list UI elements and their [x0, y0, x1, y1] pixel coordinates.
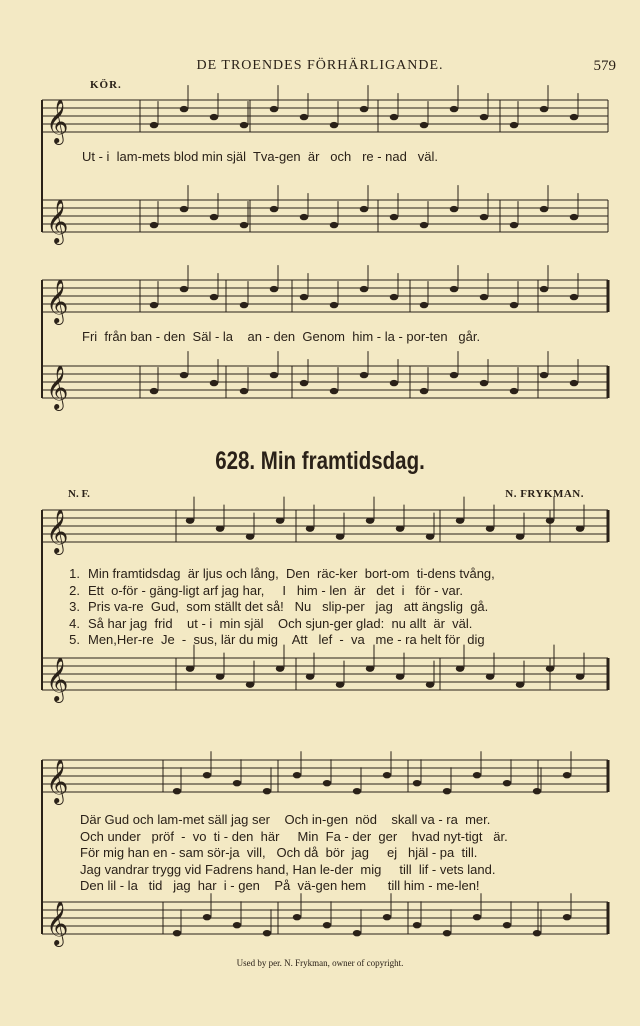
notehead	[300, 114, 308, 120]
notehead	[473, 914, 481, 920]
notehead	[210, 380, 218, 386]
notehead	[540, 106, 548, 112]
verse-5-line-1: 5. Men,Her-re Je - sus, lär du mig Att lef - va me - ra helt för dig	[69, 632, 485, 647]
clef-symbol: 𝄞	[46, 509, 69, 553]
notehead	[330, 222, 338, 228]
notehead	[330, 122, 338, 128]
notehead	[173, 930, 181, 936]
clef-symbol: 𝄞	[46, 759, 69, 803]
notehead	[353, 788, 361, 794]
composer-credit: N. FRYKMAN.	[505, 488, 584, 500]
notehead	[540, 286, 548, 292]
verses-first-half	[56, 566, 495, 649]
notehead	[516, 533, 524, 539]
notehead	[186, 517, 194, 523]
notehead	[240, 122, 248, 128]
notehead	[570, 214, 578, 220]
notehead	[240, 222, 248, 228]
notehead	[233, 922, 241, 928]
notehead	[366, 665, 374, 671]
notehead	[240, 388, 248, 394]
clef-symbol: 𝄞	[46, 657, 69, 701]
verse-2-line-2: Och under pröf - vo ti - den här Min Fa - der ger hvad nyt-tigt är.	[80, 828, 508, 844]
notehead	[390, 380, 398, 386]
notehead	[360, 106, 368, 112]
verse-4-line-2: Jag vandrar trygg vid Fadrens hand, Han le-der mig till lif - vets land.	[80, 861, 496, 877]
verse-5-line-2: Den lil - la tid jag har i - gen På vä-gen hem till him - me-len!	[80, 878, 480, 893]
notehead	[336, 533, 344, 539]
notehead	[210, 294, 218, 300]
notehead	[450, 372, 458, 378]
notehead	[203, 772, 211, 778]
notehead	[486, 525, 494, 531]
notehead	[396, 673, 404, 679]
verse-3-line-1: 3. Pris va-re Gud, som ställt det så! Nu slip-per jag att ängslig gå.	[69, 599, 489, 614]
notehead	[383, 914, 391, 920]
notehead	[150, 388, 158, 394]
notehead	[323, 780, 331, 786]
notehead	[263, 930, 271, 936]
notehead	[510, 222, 518, 228]
notehead	[150, 302, 158, 308]
notehead	[246, 681, 254, 687]
notehead	[360, 372, 368, 378]
notehead	[413, 922, 421, 928]
notehead	[533, 788, 541, 794]
notehead	[570, 294, 578, 300]
notehead	[486, 673, 494, 679]
notehead	[216, 525, 224, 531]
notehead	[396, 525, 404, 531]
notehead	[480, 114, 488, 120]
notehead	[426, 533, 434, 539]
notehead	[300, 294, 308, 300]
notehead	[276, 665, 284, 671]
notehead	[546, 665, 554, 671]
notehead	[366, 517, 374, 523]
notehead	[216, 673, 224, 679]
notehead	[150, 222, 158, 228]
notehead	[413, 780, 421, 786]
notehead	[540, 206, 548, 212]
notehead	[353, 930, 361, 936]
notehead	[516, 681, 524, 687]
notehead	[503, 922, 511, 928]
notehead	[456, 517, 464, 523]
notehead	[540, 372, 548, 378]
notehead	[546, 517, 554, 523]
notehead	[336, 681, 344, 687]
notehead	[203, 914, 211, 920]
clef-symbol: 𝄞	[46, 199, 69, 243]
verse-3-line-2: För mig han en - sam sör-ja vill, Och då bör jag ej hjäl - pa till.	[80, 845, 478, 860]
notehead	[180, 372, 188, 378]
clef-symbol: 𝄞	[46, 279, 69, 323]
notehead	[450, 106, 458, 112]
notehead	[300, 380, 308, 386]
lyricist-credit: N. F.	[68, 488, 90, 500]
notehead	[330, 388, 338, 394]
notehead	[180, 286, 188, 292]
clef-symbol: 𝄞	[46, 901, 69, 945]
notehead	[293, 914, 301, 920]
notehead	[270, 286, 278, 292]
chorus-lyric-line-1: Ut - i lam-mets blod min själ Tva-gen är och re - nad väl.	[82, 149, 438, 164]
notehead	[576, 673, 584, 679]
notehead	[270, 106, 278, 112]
chorus-label: KÖR.	[90, 79, 122, 91]
clef-symbol: 𝄞	[46, 99, 69, 143]
notehead	[570, 114, 578, 120]
notehead	[330, 302, 338, 308]
notehead	[186, 665, 194, 671]
notehead	[426, 681, 434, 687]
notehead	[300, 214, 308, 220]
verse-1-line-2: Där Gud och lam-met säll jag ser Och in-gen nöd skall va - ra mer.	[80, 812, 491, 827]
notehead	[533, 930, 541, 936]
notehead	[420, 388, 428, 394]
notehead	[443, 930, 451, 936]
notehead	[450, 286, 458, 292]
notehead	[390, 294, 398, 300]
notehead	[293, 772, 301, 778]
copyright-notice: Used by per. N. Frykman, owner of copyright.	[236, 958, 404, 968]
notehead	[473, 772, 481, 778]
notehead	[263, 788, 271, 794]
notehead	[210, 114, 218, 120]
notehead	[570, 380, 578, 386]
notehead	[180, 106, 188, 112]
notehead	[360, 206, 368, 212]
notehead	[456, 665, 464, 671]
notehead	[390, 214, 398, 220]
notehead	[306, 525, 314, 531]
notehead	[240, 302, 248, 308]
notehead	[383, 772, 391, 778]
notehead	[510, 302, 518, 308]
notehead	[420, 122, 428, 128]
notehead	[246, 533, 254, 539]
running-header-title: DE TROENDES FÖRHÄRLIGANDE.	[196, 58, 444, 73]
notehead	[233, 780, 241, 786]
verse-4-line-1: 4. Så har jag frid ut - i min själ Och sjun-ger glad: nu allt är väl.	[69, 615, 473, 631]
notehead	[576, 525, 584, 531]
notehead	[210, 214, 218, 220]
notehead	[360, 286, 368, 292]
notehead	[510, 388, 518, 394]
notehead	[306, 673, 314, 679]
notehead	[276, 517, 284, 523]
notehead	[173, 788, 181, 794]
page-number: 579	[593, 58, 616, 74]
notehead	[443, 788, 451, 794]
notehead	[510, 122, 518, 128]
notehead	[420, 222, 428, 228]
notehead	[563, 772, 571, 778]
hymn-title: 628. Min framtidsdag.	[215, 447, 425, 475]
verse-2-line-1: 2. Ett o-för - gäng-ligt arf jag har, I him - len är det i för - var.	[69, 582, 463, 598]
notehead	[390, 114, 398, 120]
verses-second-half	[80, 812, 508, 895]
notehead	[480, 294, 488, 300]
notehead	[480, 214, 488, 220]
notehead	[323, 922, 331, 928]
notehead	[450, 206, 458, 212]
notehead	[503, 780, 511, 786]
notehead	[270, 372, 278, 378]
notehead	[480, 380, 488, 386]
notehead	[420, 302, 428, 308]
notehead	[270, 206, 278, 212]
notehead	[563, 914, 571, 920]
notehead	[150, 122, 158, 128]
chorus-lyric-line-2: Fri från ban - den Säl - la an - den Genom him - la - por-ten går.	[82, 329, 481, 344]
notehead	[180, 206, 188, 212]
clef-symbol: 𝄞	[46, 365, 69, 409]
verse-1-line-1: 1. Min framtidsdag är ljus och lång, Den räc-ker bort-om ti-dens tvång,	[69, 566, 495, 581]
